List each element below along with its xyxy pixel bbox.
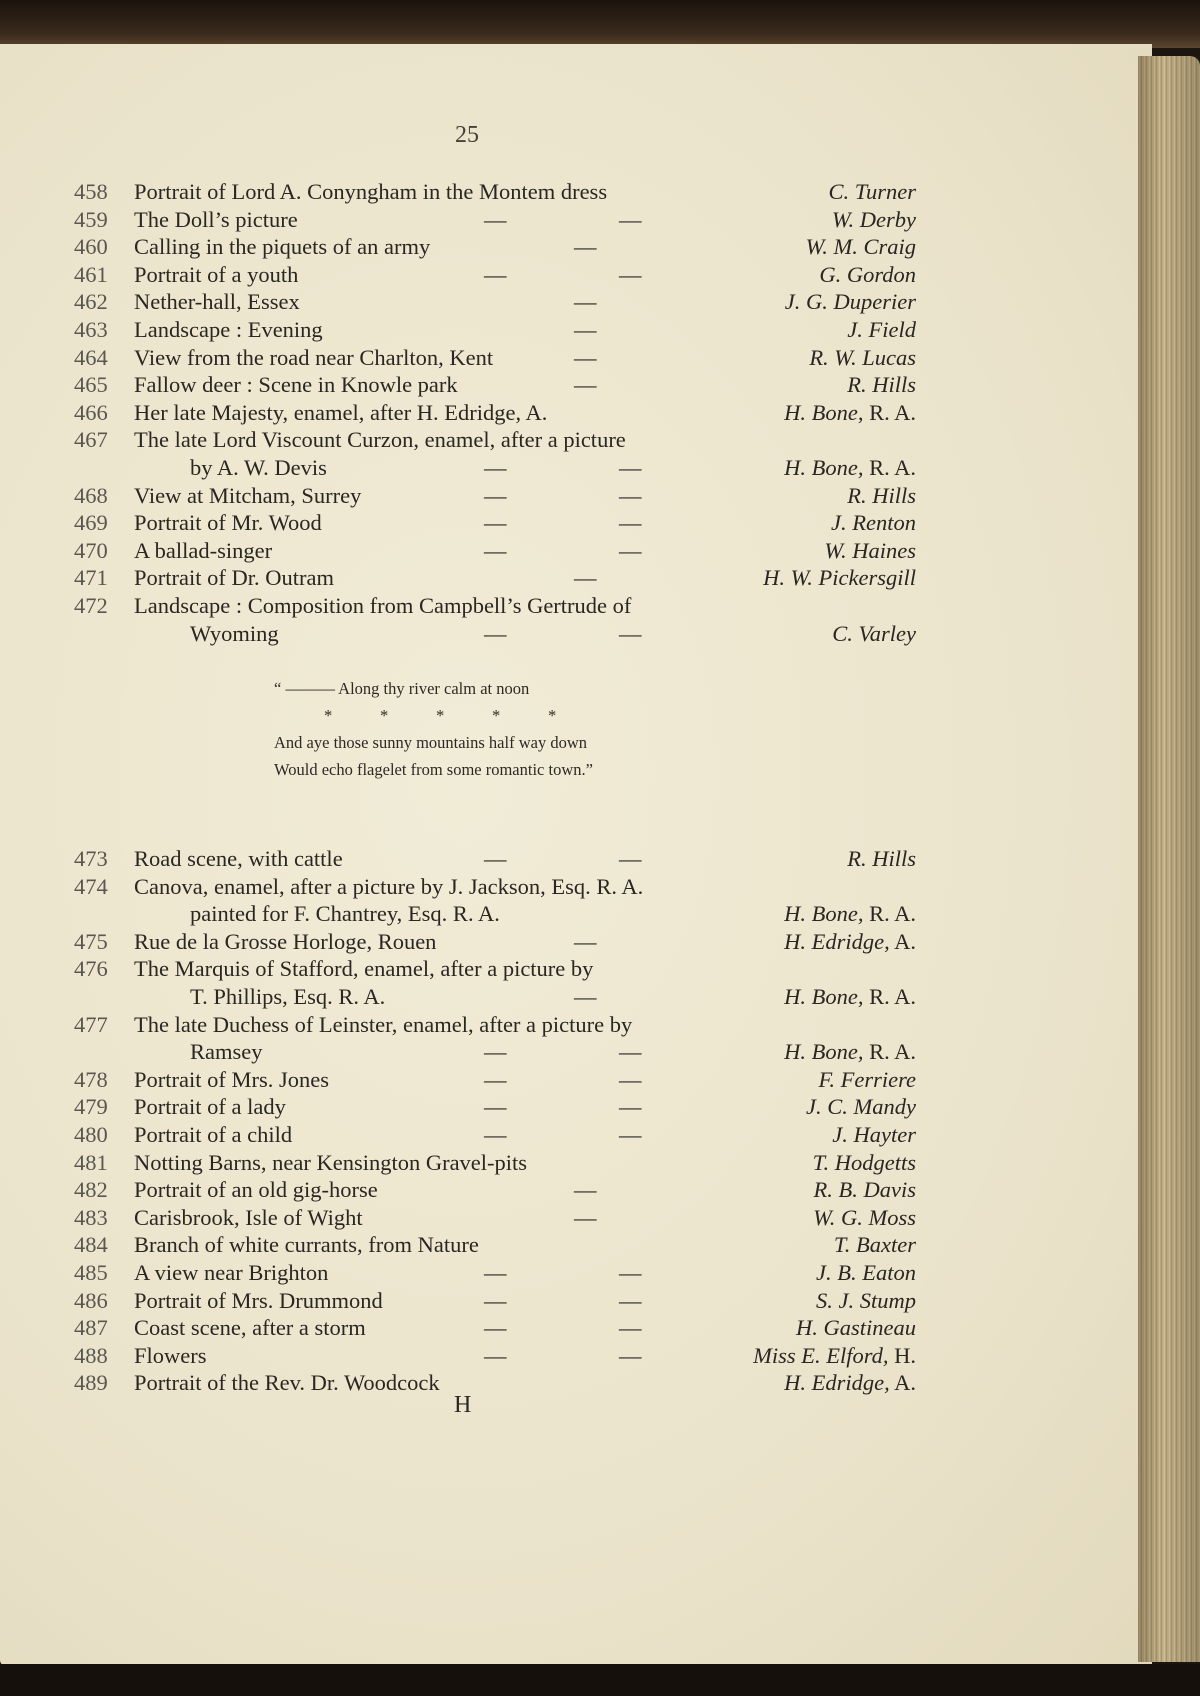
entry-number: 467	[74, 427, 108, 453]
catalogue-entry	[74, 845, 916, 873]
catalogue-entry	[74, 426, 916, 454]
artist-name-text: R. Hills	[847, 846, 916, 872]
catalogue-entry	[74, 233, 916, 261]
entry-number: 481	[74, 1149, 108, 1175]
artist-name-text: J. G. Duperier	[784, 289, 916, 315]
entry-title: Portrait of an old gig-horse	[134, 1177, 378, 1203]
entry-number: 472	[74, 592, 108, 618]
leader-dash: —	[619, 482, 642, 508]
quote-star: *	[436, 706, 445, 726]
entry-title: View at Mitcham, Surrey	[134, 482, 362, 508]
artist-honour: A.	[889, 928, 916, 954]
entry-title: Landscape : Evening	[134, 316, 323, 342]
leader-dash: —	[619, 537, 642, 563]
quote-line-2: And aye those sunny mountains half way down	[274, 733, 587, 753]
artist-name-text: H. Bone,	[784, 984, 864, 1010]
entry-title: Coast scene, after a storm	[134, 1315, 366, 1341]
entry-number: 473	[74, 846, 108, 872]
artist-name	[847, 371, 916, 399]
signature-mark: H	[454, 1392, 472, 1418]
entry-title: Portrait of a lady	[134, 1094, 286, 1120]
artist-honour: R. A.	[863, 399, 916, 425]
quote-star: *	[492, 706, 501, 726]
artist-name-text: C. Turner	[828, 179, 916, 204]
catalogue-entry	[74, 1314, 916, 1342]
artist-name	[832, 206, 916, 234]
entry-number: 459	[74, 206, 108, 232]
catalogue-entry	[74, 564, 916, 592]
catalogue-entry	[74, 1066, 916, 1094]
entry-title: Nether-hall, Essex	[134, 289, 300, 315]
entry-title: Portrait of Dr. Outram	[134, 565, 334, 591]
artist-name-text: G. Gordon	[819, 261, 916, 287]
artist-honour: R. A.	[863, 1039, 916, 1065]
entry-number: 474	[74, 873, 108, 899]
entry-title: A ballad-singer	[134, 537, 273, 563]
leader-dash: —	[484, 1122, 507, 1148]
artist-name-text: W. Derby	[831, 206, 916, 232]
entry-number: 463	[74, 316, 108, 342]
catalogue-entry	[74, 873, 916, 901]
artist-name-text: H. Bone,	[784, 1039, 864, 1065]
artist-name-text: H. Bone,	[784, 901, 864, 927]
entry-number: 482	[74, 1177, 108, 1203]
leader-dash: —	[574, 928, 597, 954]
entry-title: Road scene, with cattle	[134, 846, 343, 872]
catalogue-entry	[74, 592, 916, 620]
page-number: 25	[455, 122, 479, 148]
artist-name-text: J. C. Mandy	[806, 1094, 916, 1120]
leader-dash: —	[484, 1066, 507, 1092]
leader-dash: —	[484, 1342, 507, 1368]
artist-name	[806, 1093, 916, 1121]
artist-name-text: J. Renton	[831, 510, 916, 536]
artist-honour: R. A.	[863, 901, 916, 927]
entry-title: Portrait of Lord A. Conyngham in the Montem dress	[134, 179, 608, 204]
artist-name-text: J. Hayter	[832, 1122, 916, 1148]
leader-dash: —	[619, 1315, 642, 1341]
entry-number: 486	[74, 1287, 108, 1313]
quote-line-3: Would echo flagelet from some romantic town.”	[274, 760, 593, 780]
catalogue-entry	[74, 1204, 916, 1232]
artist-name-text: Miss E. Elford,	[753, 1342, 889, 1368]
catalogue-entry	[74, 1369, 916, 1397]
entry-title: Ramsey	[190, 1039, 263, 1065]
leader-dash: —	[619, 1094, 642, 1120]
leader-dash: —	[574, 1177, 597, 1203]
catalogue-entry	[74, 1259, 916, 1287]
entry-number: 464	[74, 344, 108, 370]
artist-name-text: W. Haines	[824, 537, 916, 563]
entry-title: Portrait of Mrs. Drummond	[134, 1287, 383, 1313]
entry-number: 480	[74, 1122, 108, 1148]
artist-name-text: H. Edridge,	[784, 928, 890, 954]
leader-dash: —	[484, 846, 507, 872]
entry-title: Canova, enamel, after a picture by J. Jackson, Esq. R. A.	[134, 873, 644, 899]
quote-ellipsis-stars	[274, 702, 794, 729]
artist-name	[753, 1342, 916, 1370]
leader-dash: —	[484, 206, 507, 232]
catalogue-entry	[74, 1287, 916, 1315]
entry-number: 461	[74, 261, 108, 287]
artist-name	[834, 1231, 916, 1259]
entry-number: 488	[74, 1342, 108, 1368]
catalogue-entry	[74, 482, 916, 510]
entry-title: The late Lord Viscount Curzon, enamel, after a picture	[134, 427, 626, 453]
artist-name-text: H. W. Pickersgill	[763, 565, 916, 591]
leader-dash: —	[484, 1039, 507, 1065]
leader-dash: —	[574, 316, 597, 342]
entry-list-lower	[74, 845, 916, 1397]
entry-title: Notting Barns, near Kensington Gravel-pits	[134, 1149, 528, 1175]
entry-title: Her late Majesty, enamel, after H. Edridge, A.	[134, 399, 548, 425]
artist-name	[819, 261, 916, 289]
entry-title: Calling in the piquets of an army	[134, 234, 431, 260]
entry-title: Flowers	[134, 1342, 207, 1368]
leader-dash: —	[619, 1066, 642, 1092]
entry-number: 483	[74, 1204, 108, 1230]
artist-name	[814, 1176, 916, 1204]
entry-title: Portrait of Mrs. Jones	[134, 1066, 329, 1092]
leader-dash: —	[574, 565, 597, 591]
artist-name	[763, 564, 916, 592]
leader-dash: —	[484, 454, 507, 480]
entry-number: 458	[74, 179, 108, 204]
artist-name	[816, 1287, 916, 1315]
book-binding-bottom	[0, 1664, 1200, 1696]
artist-name-text: J. B. Eaton	[816, 1260, 916, 1285]
artist-honour: H.	[888, 1342, 916, 1368]
artist-name	[784, 454, 916, 482]
verse-quotation	[274, 675, 794, 783]
artist-name	[785, 288, 916, 316]
leader-dash: —	[619, 620, 642, 646]
quote-line-1: “ ——— Along thy river calm at noon	[274, 679, 530, 699]
catalogue-entry	[74, 983, 916, 1011]
leader-dash: —	[484, 261, 507, 287]
entry-title: The Marquis of Stafford, enamel, after a picture by	[134, 956, 594, 982]
entry-number: 477	[74, 1011, 108, 1037]
artist-name	[784, 1038, 916, 1066]
artist-name-text: F. Ferriere	[818, 1066, 916, 1092]
entry-number: 468	[74, 482, 108, 508]
artist-name	[832, 1121, 916, 1149]
catalogue-entry	[74, 1121, 916, 1149]
entry-number: 485	[74, 1260, 108, 1285]
quote-star: *	[548, 706, 557, 726]
artist-name	[784, 928, 916, 956]
quote-star: *	[380, 706, 389, 726]
entry-number: 466	[74, 399, 108, 425]
catalogue-entry	[74, 1176, 916, 1204]
catalogue-entry	[74, 206, 916, 234]
entry-number: 462	[74, 289, 108, 315]
leader-dash: —	[484, 1287, 507, 1313]
artist-name-text: C. Varley	[832, 620, 916, 646]
entry-number: 478	[74, 1066, 108, 1092]
artist-name	[816, 1259, 916, 1287]
artist-name	[809, 344, 916, 372]
artist-name	[784, 1369, 916, 1397]
entry-title: painted for F. Chantrey, Esq. R. A.	[190, 901, 500, 927]
artist-name	[813, 1149, 916, 1177]
artist-name-text: H. Bone,	[784, 454, 864, 480]
catalogue-entries	[74, 178, 916, 1397]
leader-dash: —	[619, 261, 642, 287]
leader-dash: —	[619, 454, 642, 480]
artist-name-text: H. Gastineau	[796, 1315, 916, 1341]
artist-name-text: J. Field	[847, 316, 916, 342]
entry-title: Portrait of Mr. Wood	[134, 510, 322, 536]
entry-number: 471	[74, 565, 108, 591]
catalogue-entry	[74, 371, 916, 399]
leader-dash: —	[574, 984, 597, 1010]
artist-name-text: R. B. Davis	[813, 1177, 916, 1203]
artist-name	[828, 178, 916, 206]
leader-dash: —	[484, 510, 507, 536]
catalogue-entry	[74, 454, 916, 482]
catalogue-entry	[74, 316, 916, 344]
leader-dash: —	[619, 1122, 642, 1148]
entry-number: 484	[74, 1232, 108, 1258]
leader-dash: —	[484, 482, 507, 508]
leader-dash: —	[484, 1315, 507, 1341]
catalogue-entry	[74, 261, 916, 289]
entry-title: A view near Brighton	[134, 1260, 329, 1285]
leader-dash: —	[619, 510, 642, 536]
artist-name-text: R. Hills	[847, 482, 916, 508]
catalogue-entry	[74, 1149, 916, 1177]
entry-number: 460	[74, 234, 108, 260]
entry-title: Fallow deer : Scene in Knowle park	[134, 372, 458, 398]
artist-name-text: T. Baxter	[833, 1232, 916, 1258]
artist-name	[847, 482, 916, 510]
catalogue-entry	[74, 399, 916, 427]
book-binding-top	[0, 0, 1200, 48]
artist-name-text: R. W. Lucas	[809, 344, 916, 370]
entry-number: 479	[74, 1094, 108, 1120]
artist-name-text: T. Hodgetts	[812, 1149, 916, 1175]
artist-name-text: H. Edridge,	[784, 1370, 890, 1396]
artist-honour: R. A.	[863, 984, 916, 1010]
leader-dash: —	[484, 537, 507, 563]
catalogue-entry	[74, 955, 916, 983]
entry-list-upper	[74, 178, 916, 647]
artist-name-text: W. M. Craig	[805, 234, 916, 260]
entry-number: 465	[74, 372, 108, 398]
entry-number: 470	[74, 537, 108, 563]
catalogue-entry	[74, 1093, 916, 1121]
artist-name-text: W. G. Moss	[813, 1204, 916, 1230]
artist-name	[819, 1066, 916, 1094]
quote-star: *	[324, 706, 333, 726]
artist-name-text: H. Bone,	[784, 399, 864, 425]
catalogue-entry	[74, 900, 916, 928]
artist-name	[796, 1314, 916, 1342]
entry-number: 469	[74, 510, 108, 536]
leader-dash: —	[484, 1260, 507, 1285]
leader-dash: —	[619, 206, 642, 232]
entry-number: 489	[74, 1370, 108, 1396]
leader-dash: —	[619, 1342, 642, 1368]
entry-title: The late Duchess of Leinster, enamel, after a picture by	[134, 1011, 633, 1037]
catalogue-entry	[74, 509, 916, 537]
artist-name	[824, 537, 916, 565]
leader-dash: —	[619, 1287, 642, 1313]
entry-title: The Doll’s picture	[134, 206, 298, 232]
leader-dash: —	[619, 1260, 642, 1285]
entry-title: Rue de la Grosse Horloge, Rouen	[134, 928, 437, 954]
entry-title: Portrait of a youth	[134, 261, 299, 287]
catalogue-entry	[74, 1342, 916, 1370]
entry-title: Carisbrook, Isle of Wight	[134, 1204, 363, 1230]
artist-name	[784, 399, 916, 427]
catalogue-entry	[74, 178, 916, 206]
leader-dash: —	[574, 1204, 597, 1230]
artist-name	[847, 316, 916, 344]
catalogue-entry	[74, 344, 916, 372]
artist-name-text: R. Hills	[847, 372, 916, 398]
leader-dash: —	[574, 289, 597, 315]
catalogue-entry	[74, 288, 916, 316]
catalogue-entry	[74, 1011, 916, 1039]
entry-number: 475	[74, 928, 108, 954]
catalogue-entry	[74, 537, 916, 565]
artist-name	[832, 620, 916, 648]
entry-title: by A. W. Devis	[190, 454, 327, 480]
leader-dash: —	[484, 1094, 507, 1120]
catalogue-entry	[74, 1231, 916, 1259]
entry-number: 487	[74, 1315, 108, 1341]
entry-title: Portrait of the Rev. Dr. Woodcock	[134, 1370, 440, 1396]
artist-honour: R. A.	[863, 454, 916, 480]
leader-dash: —	[574, 234, 597, 260]
catalogue-entry	[74, 1038, 916, 1066]
artist-name	[784, 983, 916, 1011]
artist-name	[784, 900, 916, 928]
entry-title: T. Phillips, Esq. R. A.	[190, 984, 386, 1010]
entry-number: 476	[74, 956, 108, 982]
leader-dash: —	[574, 344, 597, 370]
leader-dash: —	[574, 372, 597, 398]
artist-name-text: S. J. Stump	[816, 1287, 916, 1313]
artist-honour: A.	[889, 1370, 916, 1396]
leader-dash: —	[619, 846, 642, 872]
entry-title: Branch of white currants, from Nature	[134, 1232, 479, 1258]
artist-name	[813, 1204, 916, 1232]
artist-name	[847, 845, 916, 873]
catalogue-entry	[74, 620, 916, 648]
page-edges-shade	[1138, 56, 1200, 1662]
entry-title: Landscape : Composition from Campbell’s Gertrude of	[134, 592, 632, 618]
leader-dash: —	[619, 1039, 642, 1065]
artist-name	[831, 509, 916, 537]
artist-name	[806, 233, 916, 261]
entry-title: Portrait of a child	[134, 1122, 293, 1148]
catalogue-entry	[74, 928, 916, 956]
leader-dash: —	[484, 620, 507, 646]
entry-title: Wyoming	[190, 620, 279, 646]
entry-title: View from the road near Charlton, Kent	[134, 344, 494, 370]
